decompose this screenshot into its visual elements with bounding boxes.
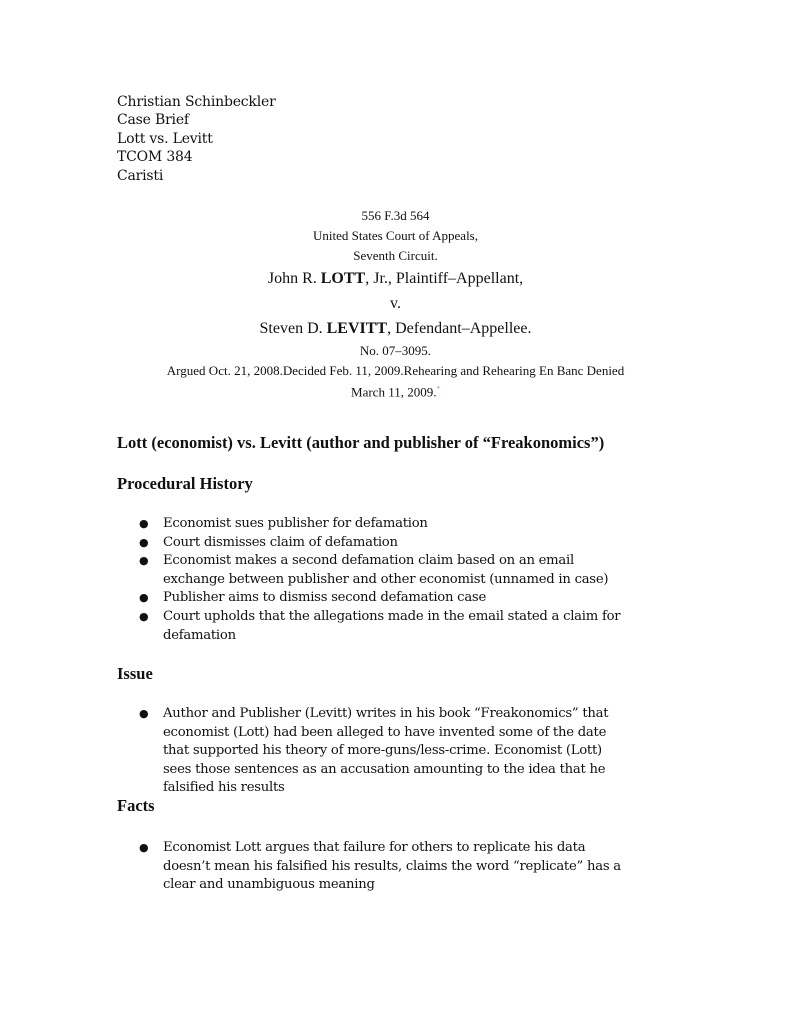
reporter-citation: 556 F.3d 564	[361, 208, 430, 223]
list-item	[117, 839, 633, 895]
plaintiff-role: , Jr., Plaintiff–Appellant,	[365, 270, 524, 287]
issue-heading: Issue	[117, 664, 153, 683]
list-item-text: Court upholds that the allegations made in the email stated a claim for defamation	[163, 608, 621, 643]
course-code: TCOM 384	[117, 149, 193, 166]
list-item	[117, 515, 633, 534]
bullet-icon: ●	[139, 535, 149, 549]
list-item-text: Author and Publisher (Levitt) writes in his book “Freakonomics” that economist (Lott) had been alleged to have invented some of the date that supported his theory of more-guns/less-crime. Economist (Lott) sees those sentences as an accusation amounting to the idea that he falsified his results	[163, 706, 609, 796]
list-item	[117, 705, 633, 798]
docket-number: No. 07–3095.	[359, 343, 432, 358]
list-item-text: Economist Lott argues that failure for others to replicate his data doesn’t mean his falsified his results, claims the word “replicate” has a clear and unambiguous meaning	[163, 840, 621, 893]
issue-list	[117, 705, 633, 798]
list-item	[117, 589, 633, 608]
list-item-text: Publisher aims to dismiss second defamation case	[163, 590, 486, 606]
bullet-icon: ●	[139, 517, 149, 530]
defendant-first-name: Steven D.	[259, 320, 327, 337]
bullet-icon: ●	[139, 591, 149, 605]
plaintiff-first-name: John R.	[267, 270, 321, 287]
case-citation	[100, 206, 691, 401]
list-item	[117, 534, 633, 553]
list-item	[117, 608, 633, 645]
plaintiff-line	[100, 266, 691, 291]
procedural-history-heading: Procedural History	[117, 474, 253, 493]
facts-list	[117, 839, 633, 895]
author-header	[117, 93, 276, 185]
bullet-icon: ●	[139, 554, 149, 568]
bullet-icon: ●	[139, 609, 149, 623]
denied-date-line	[100, 380, 691, 401]
defendant-role: , Defendant–Appellee.	[387, 320, 532, 337]
list-item-text: Economist makes a second defamation claim based on an email exchange between publisher and other economist (unnamed in case)	[163, 553, 609, 587]
circuit-name: Seventh Circuit.	[353, 248, 438, 263]
denied-date: March 11, 2009.	[351, 384, 437, 400]
case-name: Lott vs. Levitt	[117, 130, 213, 147]
facts-heading: Facts	[117, 796, 155, 815]
author-name: Christian Schinbeckler	[117, 94, 276, 110]
list-item	[117, 552, 633, 589]
brief-title: Lott (economist) vs. Levitt (author and publisher of “Freakonomics”)	[117, 433, 605, 452]
document-type: Case Brief	[117, 112, 189, 129]
instructor-name: Caristi	[117, 167, 164, 184]
list-item-text: Economist sues publisher for defamation	[163, 516, 428, 531]
list-item-text: Court dismisses claim of defamation	[163, 534, 398, 550]
plaintiff-surname: LOTT	[320, 270, 366, 287]
defendant-surname: LEVITT	[326, 320, 388, 337]
defendant-line	[100, 316, 691, 341]
versus: v.	[390, 295, 401, 312]
court-name: United States Court of Appeals,	[312, 228, 478, 243]
argued-decided-line: Argued Oct. 21, 2008.Decided Feb. 11, 2009.Rehearing and Rehearing En Banc Denied	[166, 363, 625, 378]
footnote-link[interactable]: *	[436, 385, 440, 393]
bullet-icon: ●	[139, 707, 149, 720]
bullet-icon: ●	[139, 841, 149, 854]
procedural-history-list	[117, 515, 633, 645]
